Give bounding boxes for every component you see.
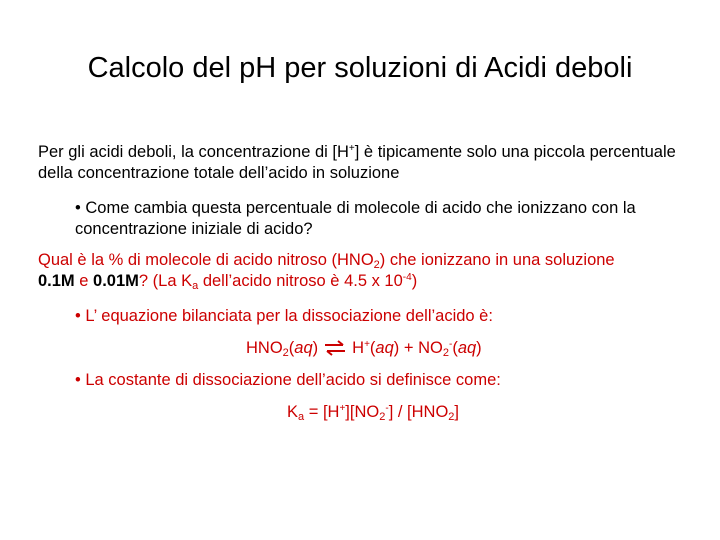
eq1-aq3: aq (457, 339, 477, 357)
eq1-paren: ) (312, 339, 319, 357)
eq2-sub-a: a (298, 411, 305, 423)
equilibrium-arrows-icon (324, 340, 346, 356)
problem-text-3: e (74, 272, 94, 290)
eq2-sup-plus: + (339, 403, 346, 414)
eq2-part-1: = [H (304, 403, 340, 421)
eq2-sub-2: 2 (379, 411, 386, 423)
concentration-2: 0.01M (93, 272, 139, 290)
bullet-balanced-equation: • L’ equazione bilanciata per la dissociazione dell’acido è: (75, 307, 493, 325)
intro-text-2: ] è tipicamente solo una piccola percentuale della concentrazione totale dell’acido in soluzione (38, 143, 676, 182)
concentration-1: 0.1M (38, 272, 75, 290)
eq1-h: H (352, 339, 365, 357)
problem-text-2: ) che ionizzano in una soluzione (379, 251, 615, 269)
h-plus-sup: + (348, 143, 355, 154)
problem-text-1: Qual è la % di molecole di acido nitroso (HNO (38, 251, 374, 269)
problem-sub-a: a (192, 280, 199, 292)
eq1-aq: aq (294, 339, 313, 357)
eq1-hno: HNO (246, 339, 283, 357)
eq1-paren: ( (369, 339, 376, 357)
ka-expression (287, 402, 687, 423)
eq1-no: ) + NO (393, 339, 443, 357)
eq1-aq2: aq (375, 339, 394, 357)
eq2-part-2: ][NO (345, 403, 380, 421)
eq1-sup-minus: - (448, 339, 453, 350)
problem-sub-2: 2 (373, 259, 380, 271)
problem-text-5: dell’acido nitroso è 4.5 x 10 (198, 272, 403, 290)
problem-text-6: ) (411, 272, 418, 290)
slide-title: Calcolo del pH per soluzioni di Acidi deboli (87, 52, 633, 84)
eq1-paren: ( (452, 339, 458, 357)
eq1-paren: ) (476, 339, 482, 357)
eq2-sub-2b: 2 (448, 411, 455, 423)
eq1-sup-plus: + (364, 339, 370, 350)
intro-text-1: Per gli acidi deboli, la concentrazione di [H (38, 143, 349, 161)
intro-paragraph (38, 142, 698, 184)
eq2-part-3: ] / [HNO (388, 403, 449, 421)
eq1-sub-2b: 2 (442, 347, 449, 359)
bullet-dissociation-constant: • La costante di dissociazione dell’acido si definisce come: (75, 371, 501, 389)
eq2-sup-minus: - (385, 403, 389, 414)
problem-text-4: ? (La K (138, 272, 193, 290)
problem-sup-exp: -4 (402, 272, 412, 283)
bullet-question-percentage: • Come cambia questa percentuale di molecole di acido che ionizzano con la concentrazione iniziale di acido? (75, 199, 636, 238)
eq2-k: K (287, 403, 299, 421)
eq1-paren: ( (288, 339, 295, 357)
eq1-sub-2: 2 (282, 347, 289, 359)
dissociation-equation (246, 338, 646, 359)
problem-statement (38, 250, 708, 292)
eq2-part-4: ] (454, 403, 459, 421)
